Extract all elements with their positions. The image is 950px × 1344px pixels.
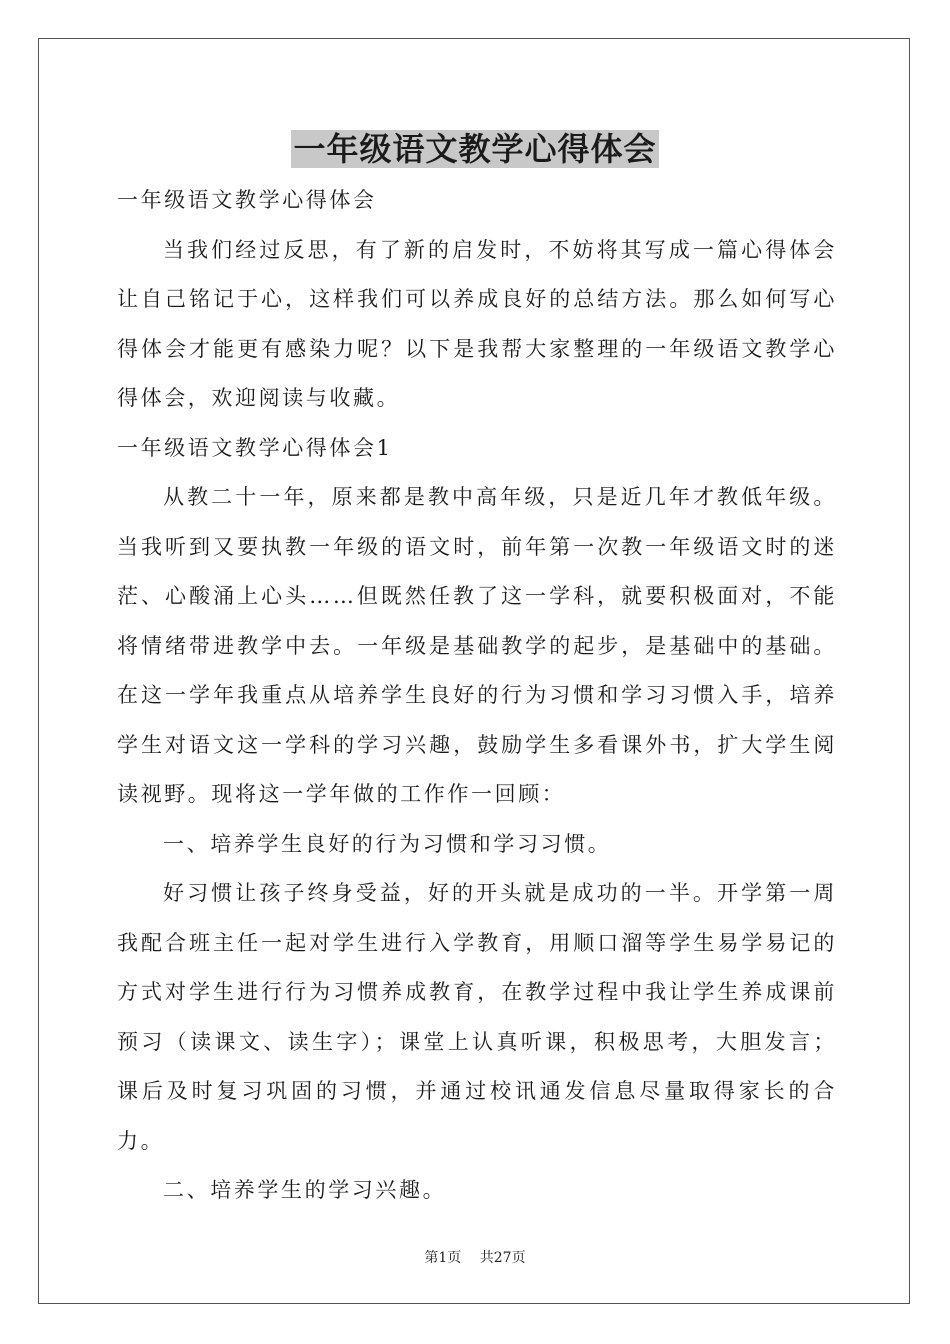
document-title [0, 120, 950, 178]
document-title-text: 一年级语文教学心得体会 [293, 130, 657, 168]
paragraph: 当我们经过反思，有了新的启发时，不妨将其写成一篇心得体会让自己铭记于心，这样我们可以养成良好的总结方法。那么如何写心得体会才能更有感染力呢？以下是我帮大家整理的一年级语文教学心得体会，欢迎阅读与收藏。 [117, 237, 837, 410]
document-subtitle: 一年级语文教学心得体会 [117, 188, 377, 212]
paragraph: 从教二十一年，原来都是教中高年级，只是近几年才教低年级。当我听到又要执教一年级的语文时，前年第一次教一年级语文时的迷茫、心酸涌上心头……但既然任教了这一学科，就要积极面对，不能将情绪带进教学中去。一年级是基础教学的起步，是基础中的基础。在这一学年我重点从培养学生良好的行为习惯和学习习惯入手，培养学生对语文这一学科的学习兴趣，鼓励学生多看课外书，扩大学生阅读视野。现将这一学年做的工作作一回顾： [117, 485, 837, 806]
list-heading: 一、培养学生良好的行为习惯和学习习惯。 [163, 831, 612, 856]
page-footer [0, 1247, 950, 1267]
document-body [117, 176, 837, 1216]
section-heading: 一年级语文教学心得体会1 [117, 435, 393, 460]
list-heading: 二、培养学生的学习兴趣。 [163, 1178, 447, 1202]
paragraph: 好习惯让孩子终身受益，好的开头就是成功的一半。开学第一周我配合班主任一起对学生进行入学教育，用顺口溜等学生易学易记的方式对学生进行行为习惯养成教育，在教学过程中我让学生养成课前预习（读课文、读生字）；课堂上认真听课，积极思考，大胆发言；课后及时复习巩固的习惯，并通过校讯通发信息尽量取得家长的合力。 [117, 881, 837, 1153]
page-number: 第1页 [424, 1250, 462, 1266]
page-total: 共27页 [479, 1250, 526, 1266]
